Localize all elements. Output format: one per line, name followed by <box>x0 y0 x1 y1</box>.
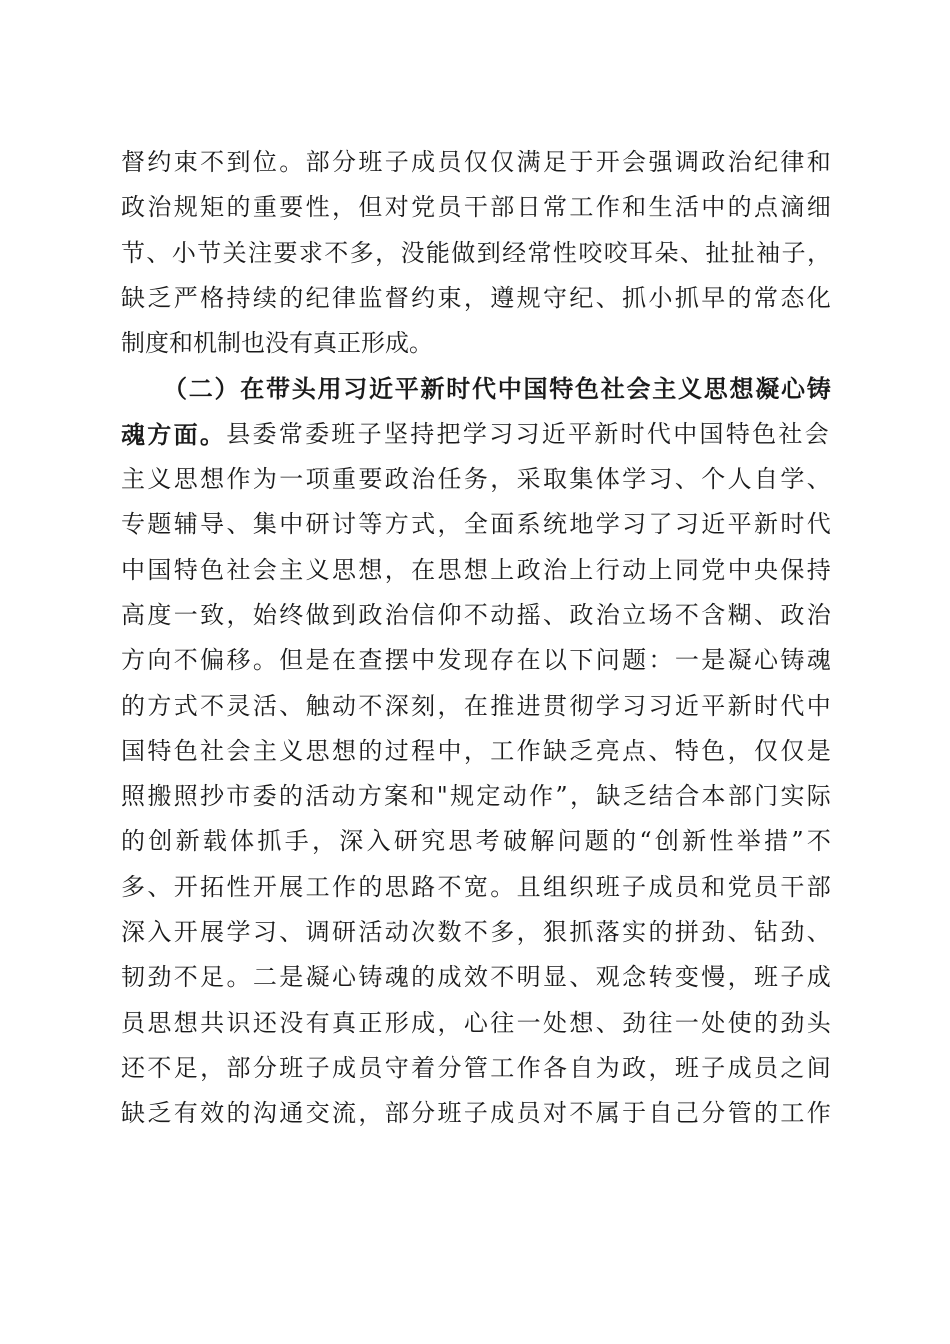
text-line: 主 义 思 想 作 为 一 项 重 要 政 治 任 务 ， 采 取 集 体 学 习 、 个 人 自 学 、 <box>121 465 831 494</box>
text-line: 督 约 束 不 到 位 。 部 分 班 子 成 员 仅 仅 满 足 于 开 会 强 调 政 治 纪 律 和 <box>121 148 831 176</box>
text-line: 的 方 式 不 灵 活 、 触 动 不 深 刻 ， 在 推 进 贯 彻 学 习 习 近 平 新 时 代 中 <box>121 691 831 720</box>
text-line: 政 治 规 矩 的 重 要 性 ， 但 对 党 员 干 部 日 常 工 作 和 生 活 中 的 点 滴 细 <box>121 193 831 222</box>
section-heading-end: 魂方面。 <box>121 419 227 449</box>
text-line: 中 国 特 色 社 会 主 义 思 想 ， 在 思 想 上 政 治 上 行 动 上 同 党 中 央 保 持 <box>121 555 831 584</box>
text-line: 缺 乏 严 格 持 续 的 纪 律 监 督 约 束 ， 遵 规 守 纪 、 抓 小 抓 早 的 常 态 化 <box>121 283 831 312</box>
text-line: 还 不 足 ， 部 分 班 子 成 员 守 着 分 管 工 作 各 自 为 政 ， 班 子 成 员 之 间 <box>121 1053 831 1082</box>
text-line: 节 、 小 节 关 注 要 求 不 多 ， 没 能 做 到 经 常 性 咬 咬 耳 朵 、 扯 扯 袖 子 ， <box>121 238 831 267</box>
document-body <box>121 140 831 1137</box>
text-line: 方 向 不 偏 移 。 但 是 在 查 摆 中 发 现 存 在 以 下 问 题 ： 一 是 凝 心 铸 魂 <box>121 646 831 675</box>
text-line: 深 入 开 展 学 习 、 调 研 活 动 次 数 不 多 ， 狠 抓 落 实 的 拼 劲 、 钻 劲 、 <box>121 918 831 947</box>
text-line: 的 创 新 载 体 抓 手 ， 深 入 研 究 思 考 破 解 问 题 的 “ 创 新 性 举 措 ” 不 <box>121 827 831 856</box>
text-line: 高 度 一 致 ， 始 终 做 到 政 治 信 仰 不 动 摇 、 政 治 立 场 不 含 糊 、 政 治 <box>121 600 831 629</box>
section-heading: （ 二 ） 在 带 头 用 习 近 平 新 时 代 中 国 特 色 社 会 主 义 思 想 凝 心 铸 <box>163 374 831 404</box>
text-line: 制度和机制也没有真正形成。 <box>121 329 433 358</box>
text-segment: 县委常委班子坚持把学习习近平新时代中国特色社会 <box>226 419 832 448</box>
text-line: 员 思 想 共 识 还 没 有 真 正 形 成 ， 心 往 一 处 想 、 劲 往 一 处 使 的 劲 头 <box>121 1008 831 1037</box>
text-line: 照 搬 照 抄 市 委 的 活 动 方 案 和 " 规 定 动 作 ” ， 缺 乏 结 合 本 部 门 实 际 <box>121 782 831 811</box>
text-line-mixed <box>121 412 831 457</box>
text-line: 多 、 开 拓 性 开 展 工 作 的 思 路 不 宽 。 且 组 织 班 子 成 员 和 党 员 干 部 <box>121 872 831 901</box>
text-line: 韧 劲 不 足 。 二 是 凝 心 铸 魂 的 成 效 不 明 显 、 观 念 转 变 慢 ， 班 子 成 <box>121 963 831 992</box>
text-line: 专 题 辅 导 、 集 中 研 讨 等 方 式 ， 全 面 系 统 地 学 习 了 习 近 平 新 时 代 <box>121 510 831 539</box>
text-line: 国 特 色 社 会 主 义 思 想 的 过 程 中 ， 工 作 缺 乏 亮 点 、 特 色 ， 仅 仅 是 <box>121 736 831 765</box>
text-line: 缺 乏 有 效 的 沟 通 交 流 ， 部 分 班 子 成 员 对 不 属 于 自 己 分 管 的 工 作 <box>121 1099 831 1128</box>
